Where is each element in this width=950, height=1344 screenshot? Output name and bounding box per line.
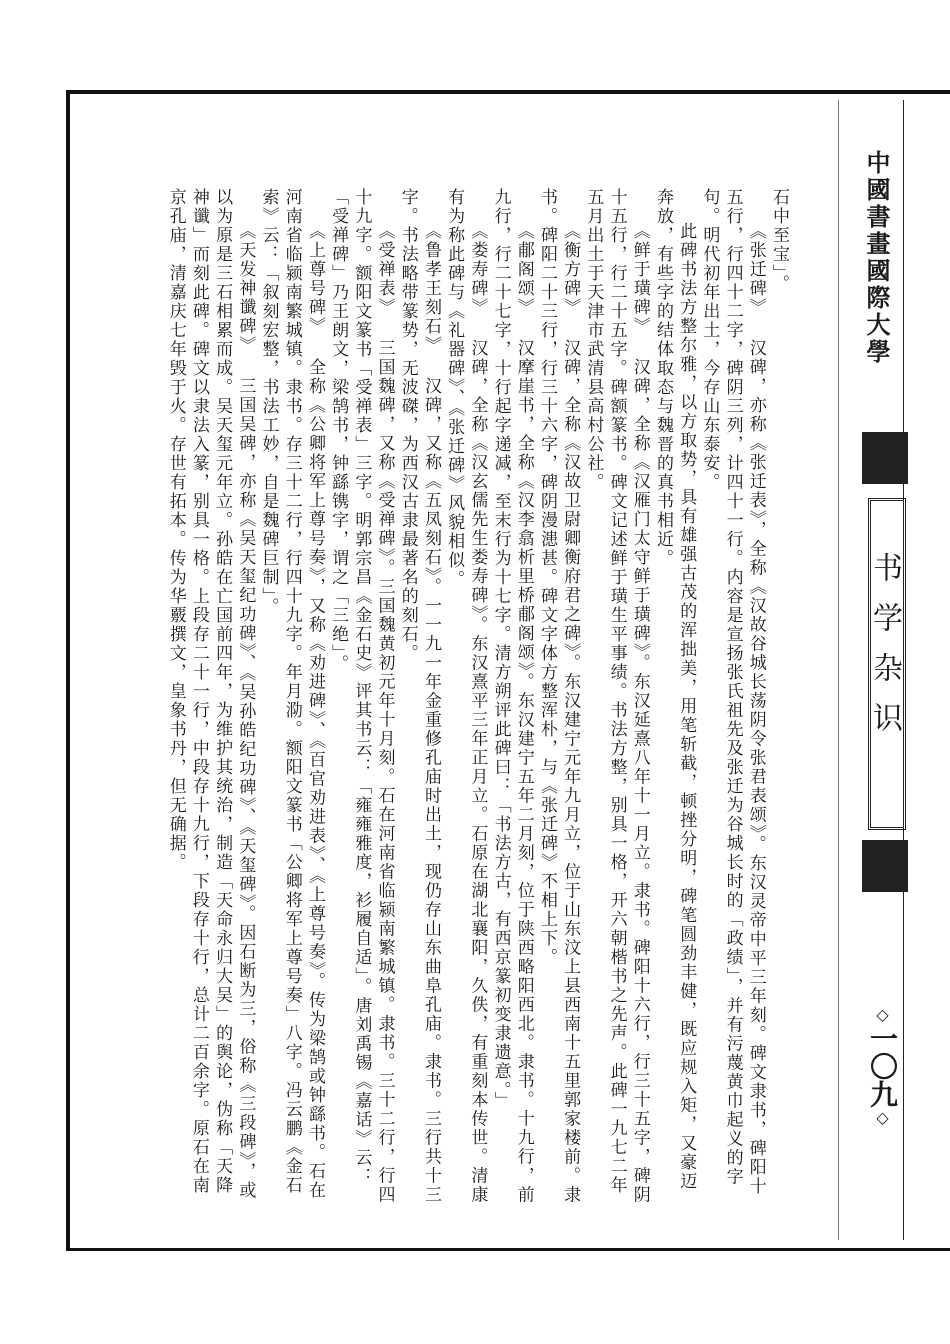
title-box-top-bar	[862, 432, 908, 484]
diamond-ornament-icon: ◇	[873, 1108, 892, 1127]
paragraph: 《娄寿碑》 汉碑，全称《汉玄儒先生娄寿碑》。东汉熹平三年正月立。石原在湖北襄阳，久佚，有重刻本传世。清康有为称此碑与《礼器碑》、《张迁碑》风貌相似。	[444, 188, 488, 1205]
main-text	[90, 188, 790, 1208]
paragraph: 石中至宝」。	[769, 188, 789, 294]
paragraph: 《张迁碑》 汉碑，亦称《张迁表》，全称《汉故谷城长荡阴令张君表颂》。东汉灵帝中平三年刻。碑文隶书，碑阳十五行，行四十二字，碑阴三列，计四十一行。内容是宣扬张氏祖先及张迁为谷城长时的「政绩」，并有污蔑黄巾起义的字句。明代初年出土，今存山东泰安。	[699, 188, 766, 1196]
paragraph: 《上尊号碑》 全称《公卿将军上尊号奏》，又称《劝进碑》、《百官劝进表》、《上尊号奏》。传为梁鹄或钟繇书。石在河南省临颍南繁城镇。隶书。存三十二行，行四十九字。年月泐。额阳文篆书「公卿将军上尊号奏」八字。冯云鹏《金石索》云：「叙刻宏整，书法工妙，自是魏碑巨制」。	[258, 188, 325, 1200]
paragraph: 《天发神谶碑》 三国吴碑，亦称《吴天玺纪功碑》、《吴孙皓纪功碑》、《天玺碑》。因石断为三，俗称《三段碑》，或以为原是三石相累而成。吴天玺元年立。孙皓在亡国前四年，为维护其统治，制造「天命永归大吴」的舆论，伪称「天降神谶」而刻此碑。碑文以隶法入篆，别具一格。上段存二十一行，中段存十九行，下段存十行，总计二百余字。原石在南京孔庙，清嘉庆七年毁于火。存世有拓本。传为华覈撰文，皇象书丹，但无确据。	[165, 188, 256, 1200]
paragraph: 《鲜于璜碑》 汉碑，全称《汉雁门太守鲜于璜碑》。东汉延熹八年十一月立。隶书。碑阳十六行，行三十五字，碑阴十五行，行二十五字。碑额篆书。碑文记述鲜于璜生平事绩。书法方整，别具一格，开六朝楷书之先声。此碑一九七二年五月出土于天津市武清县高村公社。	[583, 188, 650, 1205]
paragraph: 《鲁孝王刻石》 汉碑，又称《五凤刻石》。一一九一年金重修孔庙时出土，现仍存山东曲阜孔庙。隶书。三行共十三字。书法略带篆势，无波磔，为西汉古隶最著名的刻石。	[397, 188, 441, 1205]
paragraph: 《衡方碑》 汉碑，全称《汉故卫尉卿衡府君之碑》。东汉建宁元年九月立，位于山东汶上县西南十五里郭家楼前。隶书。碑阳二十三行，行三十六字，碑阴漫漶甚。碑文字体方整浑朴，与《张迁碑》不相上下。	[536, 188, 581, 1205]
paragraph: 此碑书法方整尔雅，以方取势，具有雄强古茂的浑拙美，用笔斩截，顿挫分明，碑笔圆劲丰健，既应规入矩，又豪迈奔放，有些字的结体取态与魏晋的真书相近。	[652, 188, 697, 1191]
section-title: 书学杂识	[867, 552, 902, 752]
page-number: 一〇九	[866, 1024, 899, 1108]
section-title-box	[856, 432, 912, 892]
page-number-block	[862, 1005, 902, 1127]
frame-top-rule	[66, 90, 950, 94]
frame-left-rule	[66, 90, 70, 1250]
frame-bottom-rule	[66, 1248, 950, 1251]
title-box-bottom-bar	[862, 840, 908, 892]
sidebar-divider	[838, 100, 839, 1240]
paragraph: 《受禅表》 三国魏碑，又称《受禅碑》。三国魏黄初元年十月刻。石在河南省临颍南繁城镇。隶书。三十二行，行四十九字。额阳文篆书「受禅表」三字。明郭宗昌《金石史》评其书云：「雍雍雅度，衫履自适」。唐刘禹锡《嘉话》云：「受禅碑」乃王朗文，梁鹄书，钟繇镌字，谓之「三绝」。	[328, 188, 395, 1205]
diamond-ornament-icon: ◇	[873, 1005, 892, 1024]
paragraph: 《郙阁颂》 汉摩崖书，全称《汉李翕析里桥郙阁颂》。东汉建宁五年二月刻，位于陕西略阳西北。隶书。十九行，前九行，行二十七字，十行起字递减，至末行为十七字。清方朔评此碑曰：「书法方古，有西京篆初变隶遗意。」	[490, 188, 534, 1205]
university-header: 中國書畫國際大學	[862, 150, 891, 366]
